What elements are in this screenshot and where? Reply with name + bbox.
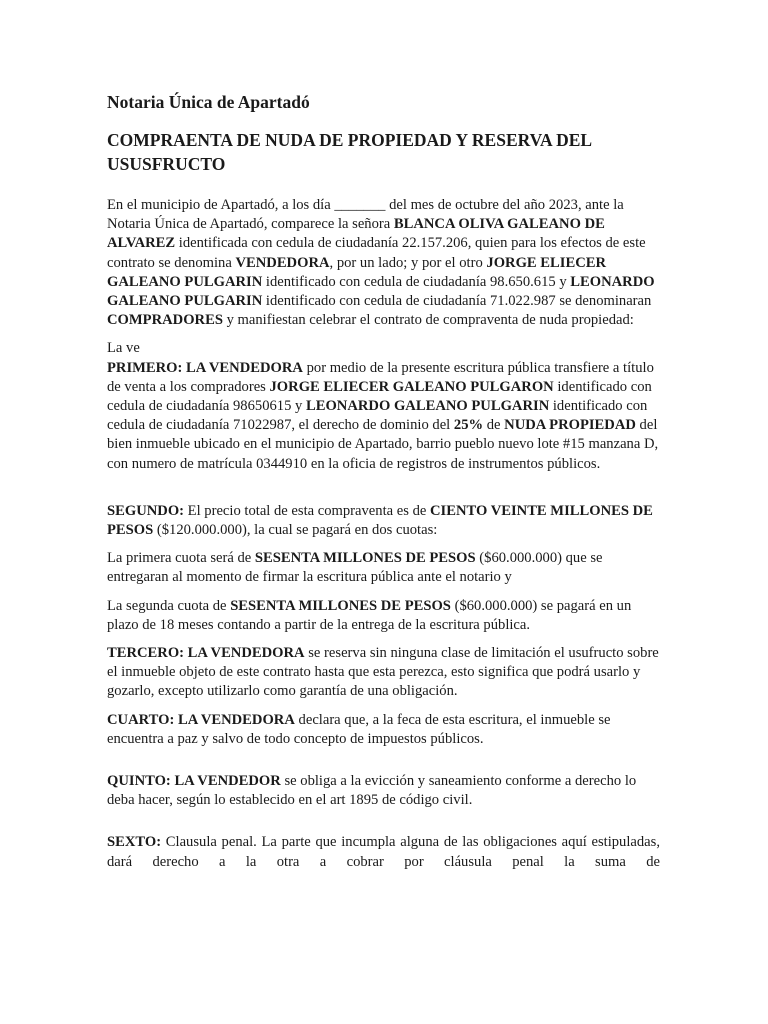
intro-text-5: identificado con cedula de ciudadanía 71.022.987 se denominaran: [262, 293, 652, 310]
second-installment: [107, 597, 660, 635]
clause-sexto: [107, 833, 660, 871]
tercero-heading: TERCERO: LA VENDEDORA: [107, 645, 305, 662]
document-title: COMPRAENTA DE NUDA DE PROPIEDAD Y RESERVA DEL USUSFRUCTO: [107, 130, 592, 174]
sexto-text: Clausula penal. La parte que incumpla alguna de las obligaciones aquí estipuladas, dará derecho a la otra a cobrar por cláusula penal la suma de: [107, 834, 660, 870]
clause-primero: [107, 359, 660, 474]
segundo-heading: SEGUNDO:: [107, 502, 185, 519]
cuota1-amount: SESENTA MILLONES DE PESOS: [254, 550, 476, 567]
quinto-text: se obliga a la evicción y saneamiento conforme a derecho lo deba hacer, según lo establecido en el art 1895 de código civil.: [107, 773, 637, 809]
primero-buyer-2: LEONARDO GALEANO PULGARIN: [305, 398, 550, 415]
clause-cuarto: [107, 711, 660, 749]
intro-text-2: identificada con cedula de ciudadanía 22.157.206, quien para los efectos de este contrato se denomina: [107, 235, 646, 271]
segundo-text-2: ($120.000.000), la cual se pagará en dos cuotas:: [153, 522, 438, 539]
buyer-2-name: LEONARDO GALEANO PULGARIN: [107, 273, 655, 310]
cuota2-text-1: La segunda cuota de: [107, 597, 231, 614]
intro-text-3: , por un lado; y por el otro: [329, 254, 487, 271]
la-ve-fragment: La ve: [107, 340, 140, 357]
cuarto-text: declara que, a la feca de esta escritura, el inmueble se encuentra a paz y salvo de todo concepto de impuestos públicos.: [107, 711, 611, 747]
document-body: [107, 90, 660, 872]
primero-percentage: 25%: [453, 417, 484, 434]
cuota2-amount: SESENTA MILLONES DE PESOS: [230, 597, 451, 614]
buyer-1-name: JORGE ELIECER GALEANO PULGARIN: [107, 254, 607, 290]
intro-paragraph: [107, 196, 660, 330]
first-installment: [107, 549, 660, 587]
primero-text-4: de: [483, 417, 505, 434]
cuarto-heading: CUARTO: LA VENDEDORA: [107, 711, 295, 728]
seller-name: BLANCA OLIVA GALEANO DE ALVAREZ: [107, 216, 605, 252]
intro-text-6: y manifiestan celebrar el contrato de compraventa de nuda propiedad:: [222, 312, 634, 329]
cuota2-text-2: ($60.000.000) se pagará en un plazo de 18 meses contando a partir de la entrega de la escritura pública.: [107, 597, 632, 633]
primero-text-5: del bien inmueble ubicado en el municipio de Apartado, barrio pueblo nuevo lote #15 manzana D, con numero de matrícula 0344910 en la oficia de registros de instrumentos públicos.: [107, 417, 659, 472]
seller-role: VENDEDORA: [235, 254, 330, 271]
segundo-price: CIENTO VEINTE MILLONES DE PESOS: [107, 502, 653, 539]
clause-quinto: [107, 772, 660, 810]
clause-tercero: [107, 644, 660, 702]
primero-heading: PRIMERO: LA VENDEDORA: [107, 359, 303, 376]
clause-segundo: [107, 502, 660, 540]
primero-text-1: por medio de la presente escritura pública transfiere a título de venta a los compradores: [107, 359, 654, 395]
intro-text-1: En el municipio de Apartadó, a los día _______ del mes de octubre del año 2023, ante la Notaria Única de Apartadó, comparece la señora: [107, 197, 624, 233]
primero-text-2: identificado con cedula de ciudadanía 98650615 y: [107, 378, 652, 415]
notary-heading: Notaria Única de Apartadó: [107, 92, 310, 112]
intro-text-4: identificado con cedula de ciudadanía 98.650.615 y: [262, 273, 571, 290]
primero-buyer-1: JORGE ELIECER GALEANO PULGARON: [269, 378, 554, 395]
cuota1-text-2: ($60.000.000) que se entregaran al momento de firmar la escritura pública ante el notario y: [107, 550, 603, 586]
sexto-heading: SEXTO:: [107, 834, 162, 851]
cuota1-text-1: La primera cuota será de: [107, 550, 255, 567]
tercero-text: se reserva sin ninguna clase de limitación el usufructo sobre el inmueble objeto de este contrato hasta que esta perezca, esto significa que podrá usarlo y gozarlo, excepto utilizarlo como garantía de una obligación.: [107, 645, 659, 700]
primero-text-3: identificado con cedula de ciudadanía 71022987, el derecho de dominio del: [107, 398, 648, 434]
primero-nuda-propiedad: NUDA PROPIEDAD: [504, 417, 636, 434]
quinto-heading: QUINTO: LA VENDEDOR: [107, 773, 281, 790]
buyers-role: COMPRADORES: [107, 312, 223, 329]
segundo-text-1: El precio total de esta compraventa es de: [184, 502, 430, 519]
